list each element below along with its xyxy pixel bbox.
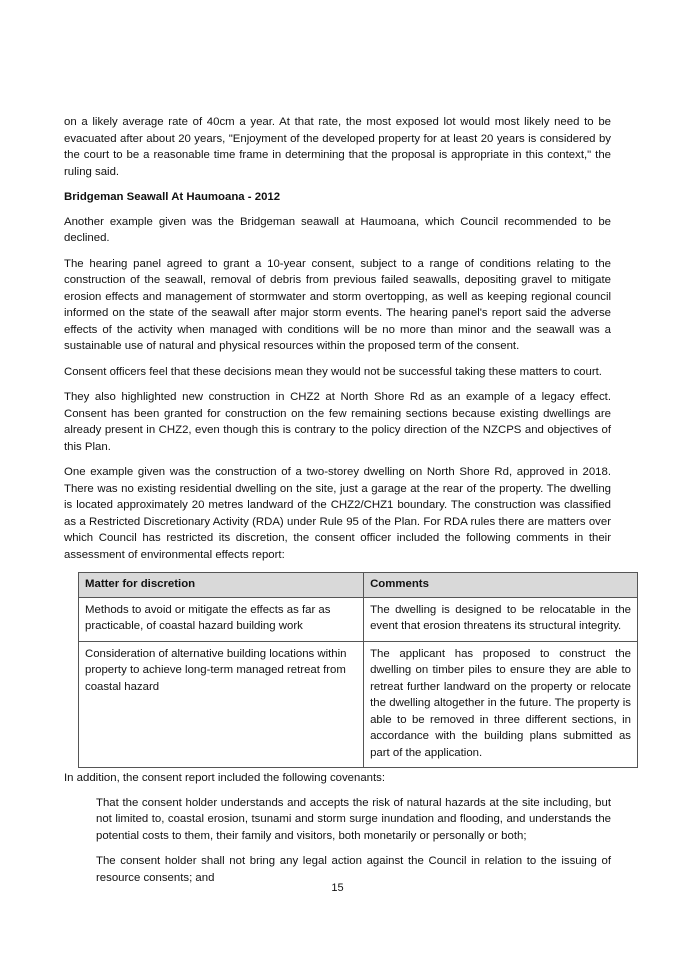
covenant-item: That the consent holder understands and accepts the risk of natural hazards at the site including, but not limited to, coastal erosion, tsunami and storm surge inundation and flooding, and understands the potential costs to them, their family and visitors, both monetarily or personally or both; (96, 796, 611, 842)
page-number: 15 (331, 882, 344, 894)
paragraph: on a likely average rate of 40cm a year. At that rate, the most exposed lot would most likely need to be evacuated after about 20 years, "Enjoyment of the developed property for at least 20 years is considered by the court to be a reasonable time frame in determining that the proposal is appropriate in this context," the ruling said. (64, 116, 611, 178)
table-row (79, 641, 638, 768)
paragraph: The hearing panel agreed to grant a 10-year consent, subject to a range of conditions relating to the construction of the seawall, removal of debris from previous failed seawalls, depositing gravel to mitigate erosion effects and management of stormwater and storm overtopping, as well as keeping regional council informed on the state of the seawall after major storm events. The hearing panel's report said the adverse effects of the activity when managed with conditions will be no more than minor and the seawall was a sustainable use of natural and physical resources within the proposed term of the consent. (64, 257, 611, 352)
paragraph: Consent officers feel that these decisions mean they would not be successful taking these matters to court. (64, 365, 602, 378)
section-heading: Bridgeman Seawall At Haumoana - 2012 (64, 191, 281, 203)
page-content (64, 114, 631, 895)
paragraph: They also highlighted new construction in CHZ2 at North Shore Rd as an example of a legacy effect. Consent has been granted for construction on the few remaining sections because existing dwellings are already present in CHZ2, even though this is contrary to the policy direction of the NZCPS and objectives of this Plan. (64, 391, 611, 453)
paragraph: In addition, the consent report included the following covenants: (64, 772, 386, 784)
table-header-matter: Matter for discretion (79, 573, 364, 598)
paragraph: Another example given was the Bridgeman seawall at Haumoana, which Council recommended to be declined. (64, 215, 611, 244)
table-header-row (79, 573, 638, 598)
table-cell-matter: Consideration of alternative building locations within property to achieve long-term managed retreat from coastal hazard (79, 641, 364, 768)
discretion-table (78, 572, 638, 768)
table-row (79, 597, 638, 641)
table-cell-matter: Methods to avoid or mitigate the effects as far as practicable, of coastal hazard building work (79, 597, 364, 641)
table-header-comments: Comments (364, 573, 638, 598)
paragraph: One example given was the construction of a two-storey dwelling on North Shore Rd, approved in 2018. There was no existing residential dwelling on the site, just a garage at the rear of the property. The dwelling is located approximately 20 metres landward of the CHZ2/CHZ1 boundary. The construction was classified as a Restricted Discretionary Activity (RDA) under Rule 95 of the Plan. For RDA rules there are matters over which Council has restricted its discretion, the consent officer included the following comments in their assessment of environmental effects report: (64, 466, 611, 561)
covenant-item: The consent holder shall not bring any legal action against the Council in relation to the issuing of resource consents; and (96, 855, 611, 884)
table-cell-comment: The applicant has proposed to construct the dwelling on timber piles to ensure they are able to retreat further landward on the property or relocate the dwelling altogether in the future. The property is able to be removed in three different sections, in accordance with the building plans submitted as part of the application. (364, 641, 638, 768)
table-cell-comment: The dwelling is designed to be relocatable in the event that erosion threatens its structural integrity. (364, 597, 638, 641)
